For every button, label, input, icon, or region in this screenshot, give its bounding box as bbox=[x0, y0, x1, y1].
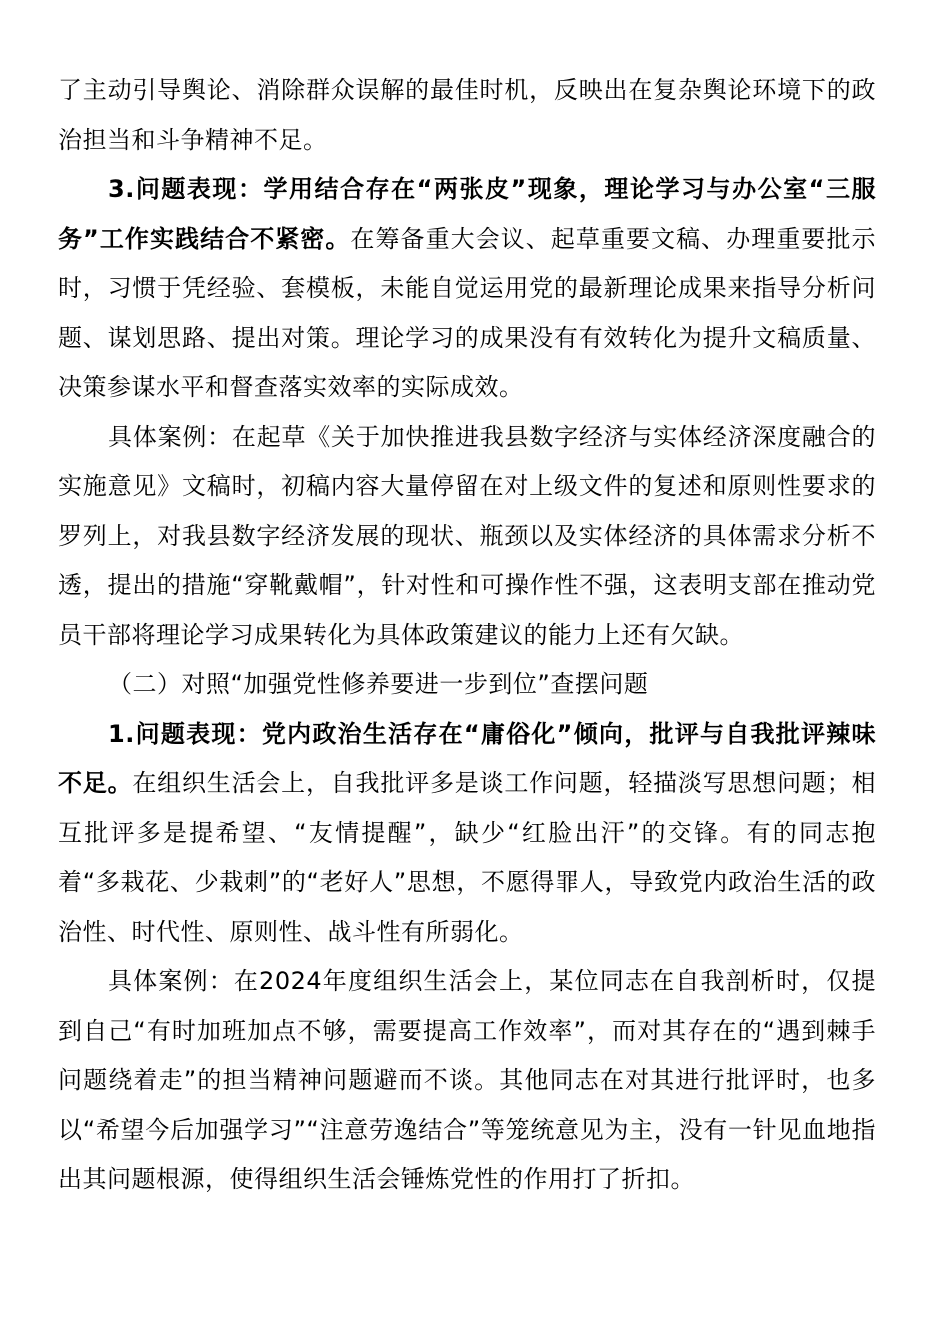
problem-1-body: 在组织生活会上，自我批评多是谈工作问题，轻描淡写思想问题；相互批评多是提希望、“友情提醒”，缺少“红脸出汗”的交锋。有的同志抱着“多栽花、少栽刺”的“老好人”思想，不愿得罪人，导致党内政治生活的政治性、时代性、原则性、战斗性有所弱化。 bbox=[58, 769, 876, 946]
problem-3-heading: 3.问题表现：学用结合存在“两张皮”现象，理论学习与办公室“三服务”工作实践结合不紧密。 bbox=[58, 175, 876, 253]
problem-1-heading: 1.问题表现：党内政治生活存在“庸俗化”倾向，批评与自我批评辣味不足。 bbox=[58, 719, 876, 797]
paragraph-case-1: 具体案例：在起草《关于加快推进我县数字经济与实体经济深度融合的实施意见》文稿时，初稿内容大量停留在对上级文件的复述和原则性要求的罗列上，对我县数字经济发展的现状、瓶颈以及实体经济的具体需求分析不透，提出的措施“穿靴戴帽”，针对性和可操作性不强，这表明支部在推动党员干部将理论学习成果转化为具体政策建议的能力上还有欠缺。 bbox=[58, 422, 876, 649]
paragraph-problem-1 bbox=[58, 710, 876, 958]
section-heading-2: （二）对照“加强党性修养要进一步到位”查摆问题 bbox=[108, 670, 649, 698]
paragraph-case-2: 具体案例：在2024年度组织生活会上，某位同志在自我剖析时，仅提到自己“有时加班加点不够，需要提高工作效率”，而对其存在的“遇到棘手问题绕着走”的担当精神问题避而不谈。其他同志在对其进行批评时，也多以“希望今后加强学习”“注意劳逸结合”等笼统意见为主，没有一针见血地指出其问题根源，使得组织生活会锤炼党性的作用打了折扣。 bbox=[58, 967, 876, 1193]
problem-3-body: 在筹备重大会议、起草重要文稿、办理重要批示时，习惯于凭经验、套模板，未能自觉运用党的最新理论成果来指导分析问题、谋划思路、提出对策。理论学习的成果没有有效转化为提升文稿质量、决策参谋水平和督查落实效率的实际成效。 bbox=[58, 224, 876, 401]
paragraph-continuation: 了主动引导舆论、消除群众误解的最佳时机，反映出在复杂舆论环境下的政治担当和斗争精神不足。 bbox=[58, 76, 876, 154]
paragraph-problem-3 bbox=[58, 165, 876, 413]
document-page bbox=[58, 66, 876, 1205]
